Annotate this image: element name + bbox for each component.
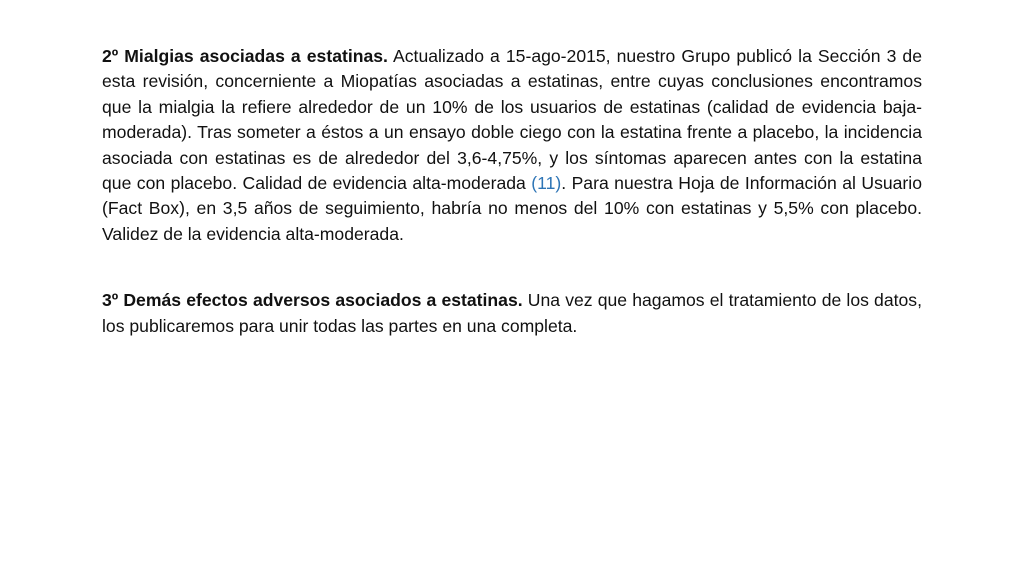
paragraph-mialgias-text-before: Actualizado a 15-ago-2015, nuestro Grupo publicó la Sección 3 de esta revisión, concerniente a Miopatías asociadas a estatinas, entre cuyas conclusiones encontramos que la mialgia la refiere alrededor de un 10% de los usuarios de estatinas (calidad de evidencia baja-moderada). Tras someter a éstos a un ensayo doble ciego con la estatina frente a placebo, la incidencia asociada con estatinas es de alrededor del 3,6-4,75%, y los síntomas aparecen antes con la estatina que con placebo. Calidad de evidencia alta-moderada [102, 46, 922, 194]
paragraph-mialgias [102, 44, 922, 247]
reference-link-11[interactable]: (11) [531, 173, 562, 194]
section-heading-mialgias: 2º Mialgias asociadas a estatinas. [102, 46, 388, 66]
paragraph-demas-efectos [102, 288, 922, 339]
slide-body [102, 44, 922, 339]
paragraph-mialgias-text-after: . Para nuestra Hoja de Información al Usuario (Fact Box), en 3,5 años de seguimiento, habría no menos del 10% con estatinas y 5,5% con placebo. Validez de la evidencia alta-moderada. [102, 173, 922, 244]
section-heading-demas-efectos: 3º Demás efectos adversos asociados a estatinas. [102, 290, 523, 311]
paragraph-demas-efectos-text: Una vez que hagamos el tratamiento de los datos, los publicaremos para unir todas las partes en una completa. [102, 290, 922, 336]
